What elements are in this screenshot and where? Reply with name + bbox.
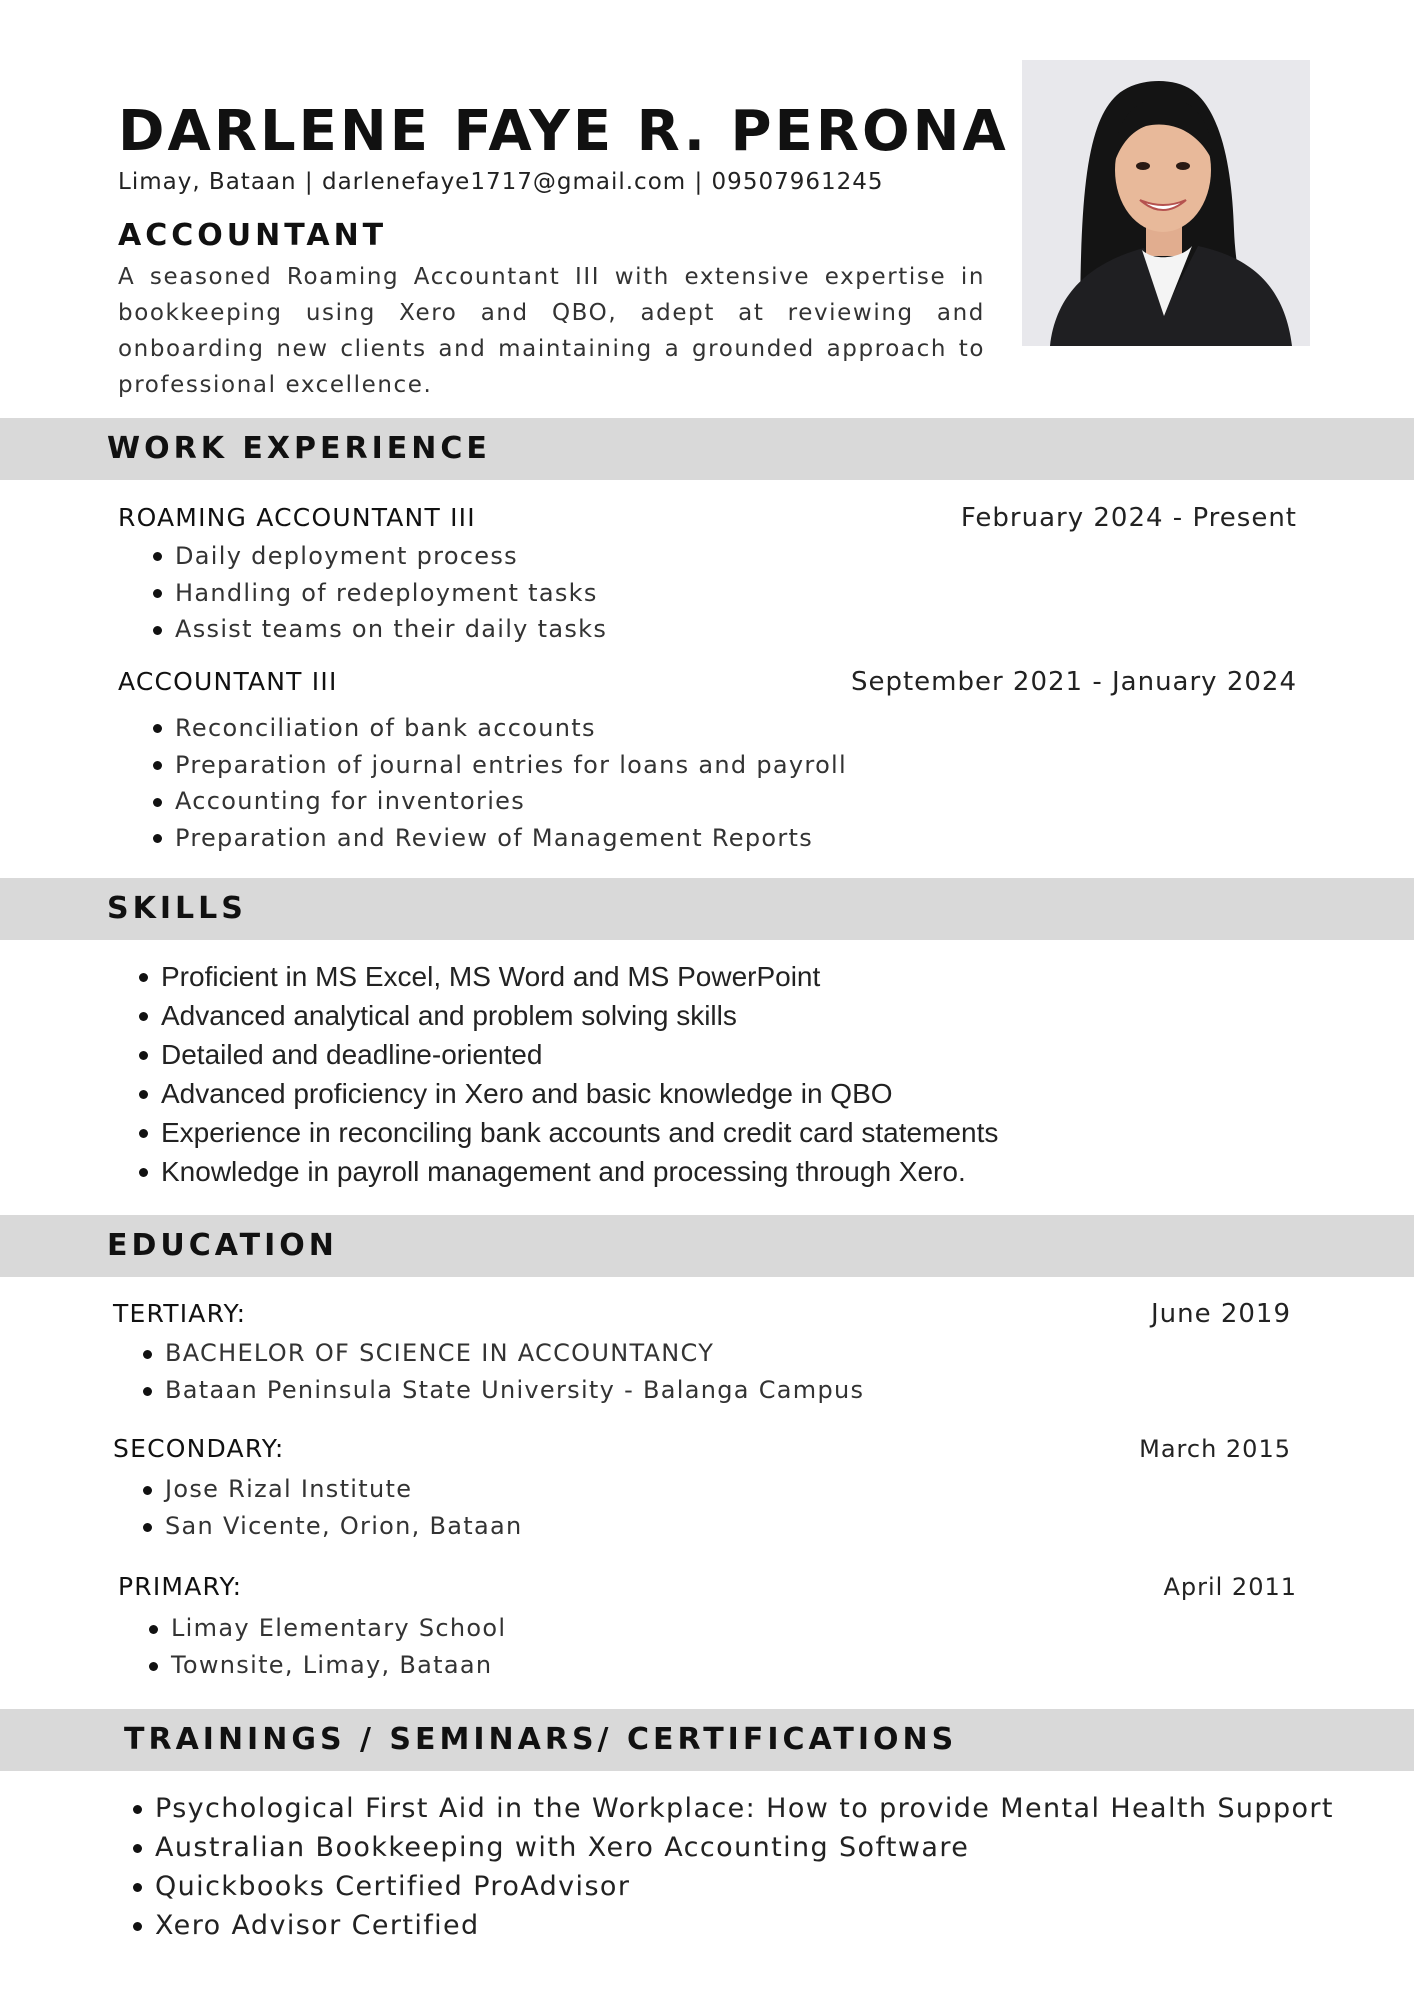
list-item: Accounting for inventories bbox=[175, 783, 847, 820]
list-item: Proficient in MS Excel, MS Word and MS PowerPoint bbox=[161, 957, 998, 996]
list-item: Reconciliation of bank accounts bbox=[175, 710, 847, 747]
trainings-list bbox=[155, 1789, 1334, 1945]
education-level: SECONDARY: bbox=[113, 1434, 285, 1463]
professional-summary: A seasoned Roaming Accountant III with extensive expertise in bookkeeping using Xero and QBO, adept at reviewing and onboarding new clients and maintaining a grounded approach to professional excellence. bbox=[118, 264, 985, 398]
job-duties-list bbox=[175, 710, 847, 857]
list-item: Assist teams on their daily tasks bbox=[175, 611, 607, 648]
job-dates: February 2024 - Present bbox=[960, 503, 1297, 533]
trainings-heading: TRAININGS / SEMINARS/ CERTIFICATIONS bbox=[124, 1722, 958, 1757]
list-item: Handling of redeployment tasks bbox=[175, 575, 607, 612]
list-item: Daily deployment process bbox=[175, 538, 607, 575]
education-date: March 2015 bbox=[1139, 1435, 1291, 1463]
job-title: ACCOUNTANT III bbox=[118, 667, 338, 696]
list-item: Jose Rizal Institute bbox=[165, 1471, 523, 1508]
work-experience-heading: WORK EXPERIENCE bbox=[107, 431, 491, 466]
list-item: BACHELOR OF SCIENCE IN ACCOUNTANCY bbox=[165, 1335, 864, 1372]
skills-list bbox=[161, 957, 998, 1191]
education-details bbox=[171, 1610, 506, 1684]
job-role-title: ACCOUNTANT bbox=[118, 218, 388, 253]
list-item: Knowledge in payroll management and processing through Xero. bbox=[161, 1152, 998, 1191]
list-item: Preparation and Review of Management Reports bbox=[175, 820, 847, 857]
job-dates: September 2021 - January 2024 bbox=[850, 667, 1297, 697]
education-date: June 2019 bbox=[1150, 1299, 1291, 1329]
list-item: Detailed and deadline-oriented bbox=[161, 1035, 998, 1074]
education-heading: EDUCATION bbox=[107, 1228, 338, 1263]
list-item: Experience in reconciling bank accounts and credit card statements bbox=[161, 1113, 998, 1152]
list-item: San Vicente, Orion, Bataan bbox=[165, 1508, 523, 1545]
list-item: Bataan Peninsula State University - Balanga Campus bbox=[165, 1372, 864, 1409]
list-item: Australian Bookkeeping with Xero Accounting Software bbox=[155, 1828, 1334, 1867]
contact-line: Limay, Bataan | darlenefaye1717@gmail.com | 09507961245 bbox=[118, 169, 884, 195]
job-title: ROAMING ACCOUNTANT III bbox=[118, 503, 476, 532]
education-date: April 2011 bbox=[1163, 1573, 1297, 1601]
list-item: Quickbooks Certified ProAdvisor bbox=[155, 1867, 1334, 1906]
list-item: Limay Elementary School bbox=[171, 1610, 506, 1647]
list-item: Townsite, Limay, Bataan bbox=[171, 1647, 506, 1684]
list-item: Psychological First Aid in the Workplace: How to provide Mental Health Support bbox=[155, 1789, 1334, 1828]
profile-photo bbox=[1022, 60, 1310, 346]
skills-heading: SKILLS bbox=[107, 891, 247, 926]
education-level: PRIMARY: bbox=[118, 1572, 243, 1601]
education-details bbox=[165, 1471, 523, 1545]
list-item: Advanced proficiency in Xero and basic knowledge in QBO bbox=[161, 1074, 998, 1113]
list-item: Xero Advisor Certified bbox=[155, 1906, 1334, 1945]
education-details bbox=[165, 1335, 864, 1409]
candidate-name: DARLENE FAYE R. PERONA bbox=[118, 99, 1009, 164]
list-item: Preparation of journal entries for loans and payroll bbox=[175, 747, 847, 784]
list-item: Advanced analytical and problem solving skills bbox=[161, 996, 998, 1035]
job-duties-list bbox=[175, 538, 607, 648]
education-level: TERTIARY: bbox=[113, 1299, 247, 1328]
